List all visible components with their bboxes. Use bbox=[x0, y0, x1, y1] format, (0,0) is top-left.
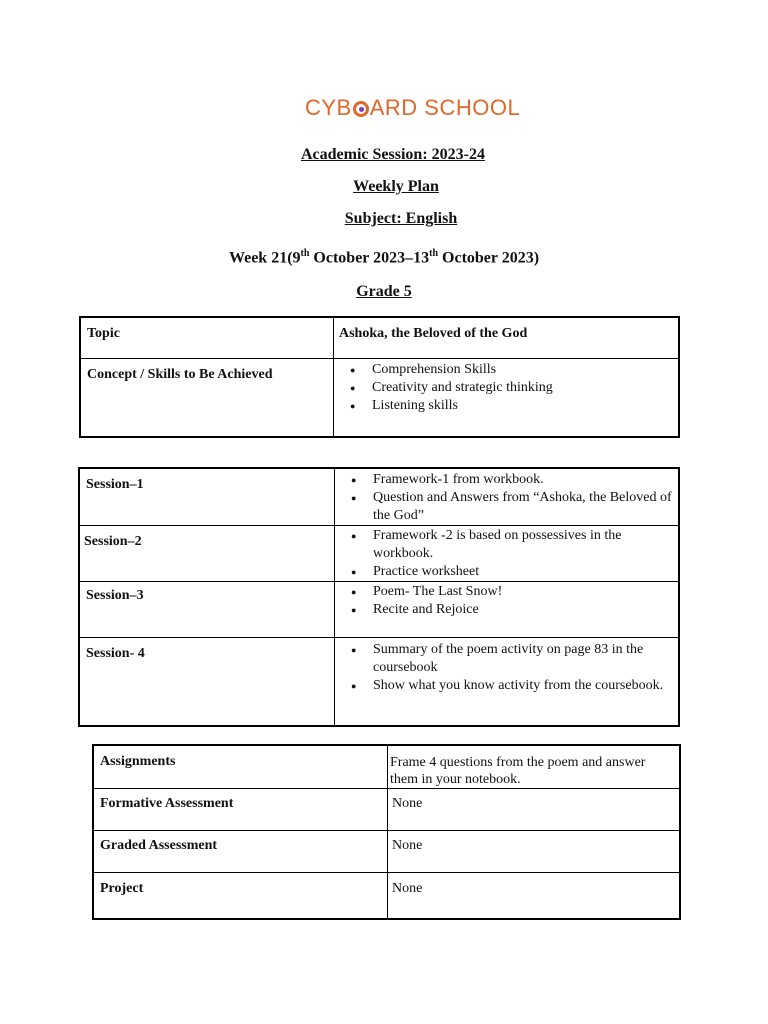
topic-table bbox=[79, 316, 680, 438]
list-item: ● Summary of the poem activity on page 83 in the coursebook bbox=[373, 641, 670, 677]
assessment-value: None bbox=[388, 831, 681, 873]
week-heading: Week 21(9th October 2023–13th October 2023) bbox=[228, 248, 540, 267]
session-label: Session–2 bbox=[79, 526, 335, 582]
assessments-table bbox=[92, 744, 681, 920]
session-content bbox=[335, 526, 680, 582]
list-item: ● Practice worksheet bbox=[373, 563, 678, 581]
session-list bbox=[335, 471, 678, 525]
table-row bbox=[80, 317, 679, 358]
session-label: Session–3 bbox=[79, 582, 335, 638]
logo-eye-icon bbox=[353, 101, 369, 117]
sessions-table bbox=[78, 467, 680, 727]
table-row bbox=[79, 468, 679, 526]
list-item: ● Framework-1 from workbook. bbox=[373, 471, 678, 489]
assessment-label: Formative Assessment bbox=[93, 789, 388, 831]
list-item: ● Framework -2 is based on possessives in the workbook. bbox=[373, 527, 678, 563]
academic-session-heading: Academic Session: 2023-24 bbox=[301, 146, 485, 163]
table-row bbox=[80, 358, 679, 437]
subject-heading: Subject: English bbox=[344, 210, 458, 227]
table-row bbox=[79, 526, 679, 582]
list-item: ● Recite and Rejoice bbox=[373, 601, 678, 619]
topic-label: Topic bbox=[80, 317, 334, 358]
session-list bbox=[335, 527, 678, 581]
assessment-value: None bbox=[388, 873, 681, 919]
topic-value: Ashoka, the Beloved of the God bbox=[334, 317, 680, 358]
session-content bbox=[335, 638, 680, 726]
session-list bbox=[335, 583, 678, 619]
list-item: ● Comprehension Skills bbox=[372, 361, 678, 379]
list-item: ● Listening skills bbox=[372, 397, 678, 415]
assessment-value: None bbox=[388, 789, 681, 831]
session-content bbox=[335, 582, 680, 638]
assessment-value: Frame 4 questions from the poem and answer them in your notebook. bbox=[388, 745, 681, 789]
session-label: Session- 4 bbox=[79, 638, 335, 726]
concept-label: Concept / Skills to Be Achieved bbox=[80, 358, 334, 437]
table-row bbox=[93, 789, 680, 831]
logo-text-end: ARD SCHOOL bbox=[369, 95, 521, 120]
list-item: ● Creativity and strategic thinking bbox=[372, 379, 678, 397]
skills-cell bbox=[334, 358, 680, 437]
school-logo bbox=[305, 95, 520, 121]
table-row bbox=[93, 873, 680, 919]
list-item: ● Question and Answers from “Ashoka, the Beloved of the God” bbox=[373, 489, 678, 525]
grade-heading: Grade 5 bbox=[356, 283, 412, 300]
session-list bbox=[335, 641, 670, 695]
list-item: ● Poem- The Last Snow! bbox=[373, 583, 678, 601]
logo-text-start: CYB bbox=[305, 95, 352, 120]
assessment-label: Project bbox=[93, 873, 388, 919]
table-row bbox=[79, 638, 679, 726]
session-label: Session–1 bbox=[79, 468, 335, 526]
assessment-label: Assignments bbox=[93, 745, 388, 789]
session-content bbox=[335, 468, 680, 526]
table-row bbox=[79, 582, 679, 638]
skills-list bbox=[334, 361, 678, 415]
assessment-label: Graded Assessment bbox=[93, 831, 388, 873]
table-row bbox=[93, 745, 680, 789]
table-row bbox=[93, 831, 680, 873]
list-item: ● Show what you know activity from the coursebook. bbox=[373, 677, 670, 695]
weekly-plan-heading: Weekly Plan bbox=[353, 178, 439, 195]
